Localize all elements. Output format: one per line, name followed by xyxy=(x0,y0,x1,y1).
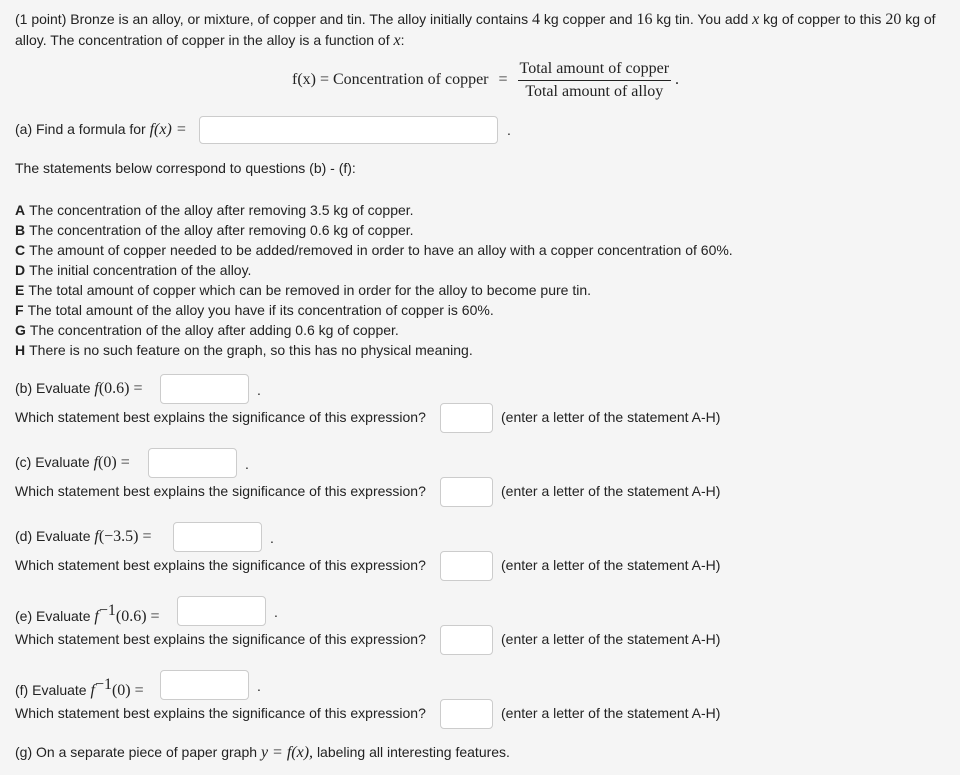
part-label: (c) Evaluate xyxy=(15,454,90,470)
part-g-tail: labeling all interesting features. xyxy=(316,744,510,760)
function-symbol: f xyxy=(94,608,99,625)
statement-text: The concentration of the alloy after adding 0.6 kg of copper. xyxy=(29,322,399,338)
part-f-hint: (enter a letter of the statement A-H) xyxy=(501,705,721,721)
points-label: (1 point) xyxy=(15,11,67,27)
part-a-prompt xyxy=(15,119,187,140)
function-argument: (−3.5) = xyxy=(98,528,152,545)
function-symbol: f xyxy=(90,682,95,699)
statement-letter: F xyxy=(15,302,24,318)
variable-x-2: x xyxy=(393,32,401,49)
formula-denominator: Total amount of alloy xyxy=(525,82,664,100)
statement-e xyxy=(15,280,591,300)
variable-x: x xyxy=(752,11,760,28)
statement-text: The concentration of the alloy after removing 0.6 kg of copper. xyxy=(29,222,414,238)
part-c-period: . xyxy=(245,456,249,472)
part-f-question: Which statement best explains the significance of this expression? xyxy=(15,705,426,721)
part-d-letter-input[interactable] xyxy=(440,551,493,581)
statement-text: The initial concentration of the alloy. xyxy=(29,262,252,278)
part-g-label: (g) On a separate piece of paper graph xyxy=(15,744,258,760)
function-symbol: f xyxy=(94,528,99,545)
inverse-superscript: −1 xyxy=(94,676,112,693)
tin-amount: 16 xyxy=(636,11,653,28)
intro-text-5: kg of xyxy=(905,11,936,27)
part-b-hint: (enter a letter of the statement A-H) xyxy=(501,409,721,425)
part-e-hint: (enter a letter of the statement A-H) xyxy=(501,631,721,647)
total-amount: 20 xyxy=(885,11,902,28)
inverse-superscript: −1 xyxy=(98,602,116,619)
statement-c xyxy=(15,240,733,260)
function-symbol: f xyxy=(94,380,99,397)
statement-text: The concentration of the alloy after removing 3.5 kg of copper. xyxy=(29,202,414,218)
part-d-value-input[interactable] xyxy=(173,522,262,552)
part-c-hint: (enter a letter of the statement A-H) xyxy=(501,483,721,499)
part-g-prompt xyxy=(15,744,510,762)
formula-equals: = xyxy=(498,71,508,88)
statement-letter: E xyxy=(15,282,25,298)
intro-colon: : xyxy=(400,32,405,48)
statement-h xyxy=(15,340,473,360)
statement-text: The amount of copper needed to be added/removed in order to have an alloy with a copper concentration of 60%. xyxy=(29,242,733,258)
intro-text: Bronze is an alloy, or mixture, of copper and tin. The alloy initially contains xyxy=(70,11,529,27)
function-symbol: f xyxy=(93,454,99,471)
function-argument: (0.6) = xyxy=(98,380,143,397)
problem-intro xyxy=(15,9,955,51)
statement-text: The total amount of the alloy you have if its concentration of copper is 60%. xyxy=(27,302,494,318)
intro-text-2: kg copper and xyxy=(543,11,633,27)
part-a-label: (a) Find a formula for xyxy=(15,121,146,137)
statement-letter: D xyxy=(15,262,26,278)
statement-text: There is no such feature on the graph, so this has no physical meaning. xyxy=(29,342,473,358)
formula-numerator: Total amount of copper xyxy=(518,60,672,81)
part-f-letter-input[interactable] xyxy=(440,699,493,729)
statement-text: The total amount of copper which can be removed in order for the alloy to become pure tin. xyxy=(28,282,591,298)
statement-g xyxy=(15,320,399,340)
part-f-value-input[interactable] xyxy=(160,670,249,700)
concentration-formula xyxy=(292,60,679,100)
formula-lhs: f(x) = Concentration of copper xyxy=(292,71,489,88)
statement-a xyxy=(15,200,414,220)
statement-letter: H xyxy=(15,342,26,358)
function-argument: (0) = xyxy=(111,682,144,699)
part-d-prompt xyxy=(15,528,152,546)
intro-text-6: alloy. The concentration of copper in the alloy is a function of xyxy=(15,32,390,48)
statement-letter: C xyxy=(15,242,26,258)
function-argument: (0.6) = xyxy=(115,608,160,625)
part-g-expr: y = f(x), xyxy=(260,744,314,761)
part-e-prompt xyxy=(15,602,160,626)
part-c-question: Which statement best explains the significance of this expression? xyxy=(15,483,426,499)
statement-d xyxy=(15,260,251,280)
part-a-expr: f(x) = xyxy=(149,121,187,138)
part-c-prompt xyxy=(15,454,130,472)
part-d-hint: (enter a letter of the statement A-H) xyxy=(501,557,721,573)
copper-amount: 4 xyxy=(531,11,540,28)
part-f-prompt xyxy=(15,676,144,700)
function-argument: (0) = xyxy=(98,454,130,471)
statement-f xyxy=(15,300,494,320)
part-b-question: Which statement best explains the significance of this expression? xyxy=(15,409,426,425)
part-c-letter-input[interactable] xyxy=(440,477,493,507)
part-e-period: . xyxy=(274,604,278,620)
part-label: (b) Evaluate xyxy=(15,380,91,396)
statement-b xyxy=(15,220,414,240)
part-b-letter-input[interactable] xyxy=(440,403,493,433)
statements-intro: The statements below correspond to questions (b) - (f): xyxy=(15,160,356,176)
part-e-question: Which statement best explains the significance of this expression? xyxy=(15,631,426,647)
part-b-value-input[interactable] xyxy=(160,374,249,404)
formula-fraction xyxy=(518,60,672,101)
part-label: (d) Evaluate xyxy=(15,528,91,544)
part-a-period: . xyxy=(507,122,511,138)
intro-text-4: kg of copper to this xyxy=(763,11,882,27)
formula-answer-input[interactable] xyxy=(199,116,498,144)
part-e-value-input[interactable] xyxy=(177,596,266,626)
formula-period: . xyxy=(675,71,680,88)
part-d-period: . xyxy=(270,530,274,546)
statement-letter: B xyxy=(15,222,26,238)
intro-text-3: kg tin. You add xyxy=(656,11,749,27)
part-b-period: . xyxy=(257,382,261,398)
statement-letter: A xyxy=(15,202,26,218)
part-f-period: . xyxy=(257,678,261,694)
part-c-value-input[interactable] xyxy=(148,448,237,478)
part-label: (f) Evaluate xyxy=(15,682,87,698)
part-label: (e) Evaluate xyxy=(15,608,91,624)
part-b-prompt xyxy=(15,380,143,398)
statement-letter: G xyxy=(15,322,26,338)
part-e-letter-input[interactable] xyxy=(440,625,493,655)
part-d-question: Which statement best explains the significance of this expression? xyxy=(15,557,426,573)
